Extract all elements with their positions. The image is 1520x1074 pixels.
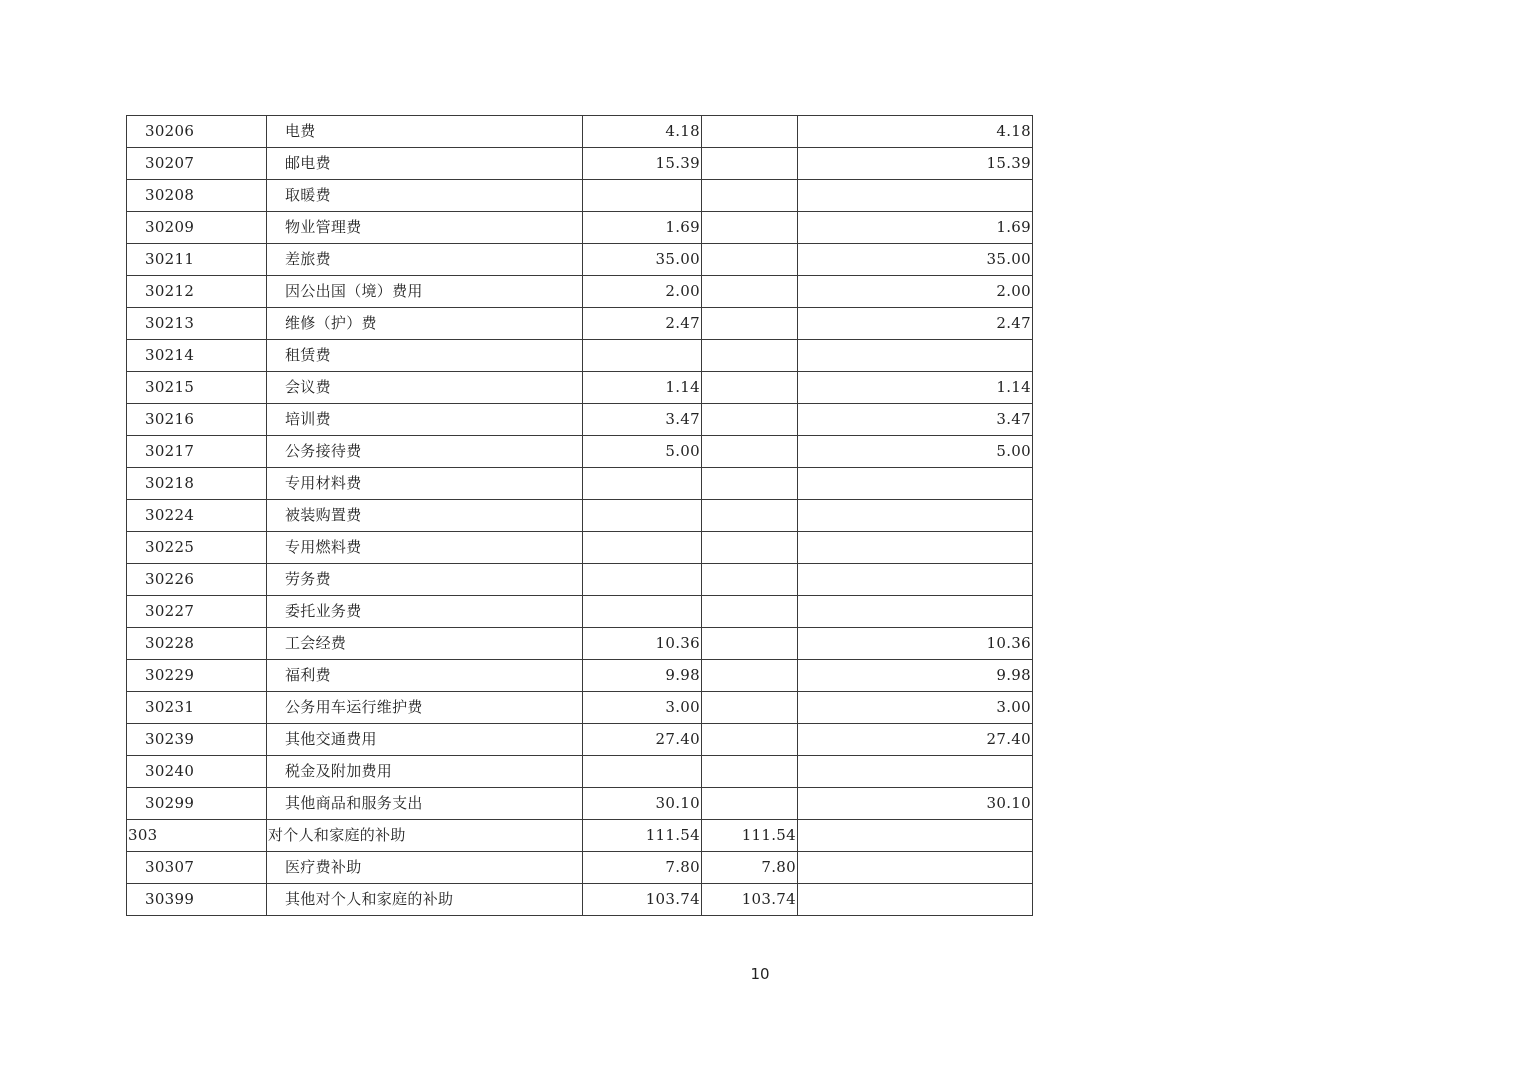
total-amount-cell: 3.47 xyxy=(583,404,702,436)
page-number: 10 xyxy=(750,965,770,983)
expense-item-name-cell: 会议费 xyxy=(267,372,583,404)
economic-code-cell: 30240 xyxy=(127,756,267,788)
table-row xyxy=(127,116,1033,148)
total-amount-cell: 5.00 xyxy=(583,436,702,468)
project-expenditure-cell xyxy=(798,340,1033,372)
total-amount-cell: 15.39 xyxy=(583,148,702,180)
project-expenditure-cell: 27.40 xyxy=(798,724,1033,756)
basic-expenditure-cell xyxy=(702,788,798,820)
expense-item-name-cell: 医疗费补助 xyxy=(267,852,583,884)
total-amount-cell: 111.54 xyxy=(583,820,702,852)
expense-item-name-cell: 邮电费 xyxy=(267,148,583,180)
table-row xyxy=(127,372,1033,404)
project-expenditure-cell xyxy=(798,532,1033,564)
total-amount-cell: 2.47 xyxy=(583,308,702,340)
economic-code-cell: 30206 xyxy=(127,116,267,148)
total-amount-cell: 1.69 xyxy=(583,212,702,244)
project-expenditure-cell: 9.98 xyxy=(798,660,1033,692)
table-row xyxy=(127,404,1033,436)
basic-expenditure-cell xyxy=(702,692,798,724)
project-expenditure-cell: 2.00 xyxy=(798,276,1033,308)
table-row xyxy=(127,308,1033,340)
table-row xyxy=(127,788,1033,820)
economic-code-cell: 30208 xyxy=(127,180,267,212)
expense-item-name-cell: 被装购置费 xyxy=(267,500,583,532)
economic-code-cell: 30215 xyxy=(127,372,267,404)
table-row xyxy=(127,628,1033,660)
economic-code-cell: 30231 xyxy=(127,692,267,724)
expense-item-name-cell: 维修（护）费 xyxy=(267,308,583,340)
total-amount-cell: 9.98 xyxy=(583,660,702,692)
total-amount-cell xyxy=(583,532,702,564)
project-expenditure-cell: 30.10 xyxy=(798,788,1033,820)
economic-code-cell: 30229 xyxy=(127,660,267,692)
basic-expenditure-cell: 103.74 xyxy=(702,884,798,916)
table-row xyxy=(127,180,1033,212)
table-row xyxy=(127,564,1033,596)
economic-code-cell: 30216 xyxy=(127,404,267,436)
project-expenditure-cell: 2.47 xyxy=(798,308,1033,340)
project-expenditure-cell xyxy=(798,500,1033,532)
expense-item-name-cell: 培训费 xyxy=(267,404,583,436)
total-amount-cell: 10.36 xyxy=(583,628,702,660)
table-row xyxy=(127,468,1033,500)
project-expenditure-cell: 3.47 xyxy=(798,404,1033,436)
economic-code-cell: 30239 xyxy=(127,724,267,756)
table-row xyxy=(127,820,1033,852)
project-expenditure-cell xyxy=(798,468,1033,500)
project-expenditure-cell: 15.39 xyxy=(798,148,1033,180)
expense-item-name-cell: 其他商品和服务支出 xyxy=(267,788,583,820)
project-expenditure-cell xyxy=(798,884,1033,916)
total-amount-cell xyxy=(583,596,702,628)
basic-expenditure-cell xyxy=(702,276,798,308)
basic-expenditure-cell xyxy=(702,724,798,756)
project-expenditure-cell: 1.14 xyxy=(798,372,1033,404)
basic-expenditure-cell xyxy=(702,532,798,564)
basic-expenditure-cell xyxy=(702,468,798,500)
basic-expenditure-cell xyxy=(702,596,798,628)
basic-expenditure-cell xyxy=(702,308,798,340)
table-row xyxy=(127,212,1033,244)
economic-code-cell: 30209 xyxy=(127,212,267,244)
basic-expenditure-cell: 111.54 xyxy=(702,820,798,852)
expense-item-name-cell: 其他对个人和家庭的补助 xyxy=(267,884,583,916)
table-row xyxy=(127,692,1033,724)
economic-code-cell: 30214 xyxy=(127,340,267,372)
total-amount-cell: 2.00 xyxy=(583,276,702,308)
project-expenditure-cell: 3.00 xyxy=(798,692,1033,724)
basic-expenditure-cell xyxy=(702,756,798,788)
table-row xyxy=(127,852,1033,884)
budget-expenditure-table xyxy=(126,115,1033,916)
economic-code-cell: 30217 xyxy=(127,436,267,468)
expense-item-name-cell: 专用材料费 xyxy=(267,468,583,500)
economic-code-cell: 30299 xyxy=(127,788,267,820)
basic-expenditure-cell xyxy=(702,372,798,404)
table-row xyxy=(127,532,1033,564)
total-amount-cell: 4.18 xyxy=(583,116,702,148)
economic-code-cell: 30213 xyxy=(127,308,267,340)
total-amount-cell xyxy=(583,564,702,596)
economic-code-cell: 30399 xyxy=(127,884,267,916)
economic-code-cell: 30211 xyxy=(127,244,267,276)
expense-item-name-cell: 公务用车运行维护费 xyxy=(267,692,583,724)
expense-item-name-cell: 福利费 xyxy=(267,660,583,692)
economic-code-cell: 30227 xyxy=(127,596,267,628)
total-amount-cell xyxy=(583,468,702,500)
basic-expenditure-cell xyxy=(702,404,798,436)
table-row xyxy=(127,436,1033,468)
basic-expenditure-cell xyxy=(702,628,798,660)
total-amount-cell: 7.80 xyxy=(583,852,702,884)
table-row xyxy=(127,596,1033,628)
economic-code-cell: 303 xyxy=(127,820,267,852)
table-body xyxy=(127,116,1033,916)
expense-item-name-cell: 电费 xyxy=(267,116,583,148)
basic-expenditure-cell xyxy=(702,116,798,148)
total-amount-cell: 30.10 xyxy=(583,788,702,820)
project-expenditure-cell: 1.69 xyxy=(798,212,1033,244)
basic-expenditure-cell xyxy=(702,212,798,244)
total-amount-cell xyxy=(583,500,702,532)
project-expenditure-cell: 4.18 xyxy=(798,116,1033,148)
project-expenditure-cell xyxy=(798,756,1033,788)
economic-code-cell: 30218 xyxy=(127,468,267,500)
expense-item-name-cell: 专用燃料费 xyxy=(267,532,583,564)
basic-expenditure-cell xyxy=(702,500,798,532)
total-amount-cell: 1.14 xyxy=(583,372,702,404)
expense-item-name-cell: 租赁费 xyxy=(267,340,583,372)
basic-expenditure-cell xyxy=(702,244,798,276)
economic-code-cell: 30226 xyxy=(127,564,267,596)
expense-item-name-cell: 工会经费 xyxy=(267,628,583,660)
project-expenditure-cell xyxy=(798,820,1033,852)
project-expenditure-cell xyxy=(798,180,1033,212)
table-row xyxy=(127,148,1033,180)
basic-expenditure-cell xyxy=(702,660,798,692)
expense-item-name-cell: 税金及附加费用 xyxy=(267,756,583,788)
table-row xyxy=(127,884,1033,916)
total-amount-cell: 103.74 xyxy=(583,884,702,916)
table-row xyxy=(127,756,1033,788)
total-amount-cell xyxy=(583,340,702,372)
project-expenditure-cell: 5.00 xyxy=(798,436,1033,468)
economic-code-cell: 30212 xyxy=(127,276,267,308)
expense-item-name-cell: 公务接待费 xyxy=(267,436,583,468)
table-row xyxy=(127,276,1033,308)
table-row xyxy=(127,500,1033,532)
total-amount-cell xyxy=(583,756,702,788)
total-amount-cell: 27.40 xyxy=(583,724,702,756)
table-row xyxy=(127,244,1033,276)
project-expenditure-cell: 35.00 xyxy=(798,244,1033,276)
total-amount-cell: 35.00 xyxy=(583,244,702,276)
project-expenditure-cell xyxy=(798,852,1033,884)
economic-code-cell: 30228 xyxy=(127,628,267,660)
project-expenditure-cell xyxy=(798,564,1033,596)
table-row xyxy=(127,660,1033,692)
expense-item-name-cell: 取暖费 xyxy=(267,180,583,212)
project-expenditure-cell xyxy=(798,596,1033,628)
total-amount-cell: 3.00 xyxy=(583,692,702,724)
table-row xyxy=(127,340,1033,372)
basic-expenditure-cell xyxy=(702,180,798,212)
expense-item-name-cell: 委托业务费 xyxy=(267,596,583,628)
economic-code-cell: 30207 xyxy=(127,148,267,180)
basic-expenditure-cell: 7.80 xyxy=(702,852,798,884)
basic-expenditure-cell xyxy=(702,148,798,180)
expense-item-name-cell: 劳务费 xyxy=(267,564,583,596)
economic-code-cell: 30225 xyxy=(127,532,267,564)
project-expenditure-cell: 10.36 xyxy=(798,628,1033,660)
expense-item-name-cell: 其他交通费用 xyxy=(267,724,583,756)
basic-expenditure-cell xyxy=(702,436,798,468)
expense-item-name-cell: 差旅费 xyxy=(267,244,583,276)
economic-code-cell: 30307 xyxy=(127,852,267,884)
expense-item-name-cell: 物业管理费 xyxy=(267,212,583,244)
basic-expenditure-cell xyxy=(702,564,798,596)
expense-item-name-cell: 对个人和家庭的补助 xyxy=(267,820,583,852)
table-row xyxy=(127,724,1033,756)
total-amount-cell xyxy=(583,180,702,212)
basic-expenditure-cell xyxy=(702,340,798,372)
economic-code-cell: 30224 xyxy=(127,500,267,532)
expense-item-name-cell: 因公出国（境）费用 xyxy=(267,276,583,308)
